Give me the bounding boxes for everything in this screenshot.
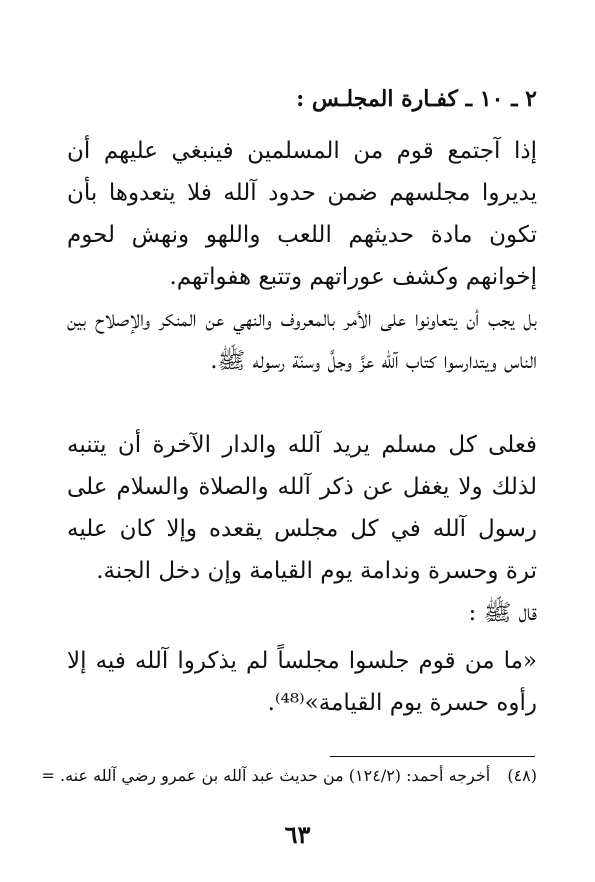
paragraph-1: إذا آجتمع قوم من المسلمين فينبغي عليهم أن يديروا مجلسهم ضمن حدود آلله فلا يتعدوها بأن تكون مادة حديثهم اللعب واللهو ونهش لحوم إخوانهم وكشف عوراتهم وتتبع هفواتهم. [67, 138, 537, 290]
footnote-divider [330, 756, 535, 757]
paragraph-3: فعلى كل مسلم يريد آلله والدار الآخرة أن يتنبه لذلك ولا يغفل عن ذكر آلله والصلاة والسلام على رسول آلله في كل مجلس يقعده وإلا كان عليه ترة وحسرة وندامة يوم القيامة وإن دخل الجنة. [67, 432, 537, 584]
paragraph-2: بل يجب أن يتعاونوا على الأمر بالمعروف والنهي عن المنكر والإصلاح بين الناس ويتدارسوا كتاب آلله عزَّ وجلَّ وسنّة رسوله ﷺ. [67, 306, 537, 374]
section-heading: ٢ ـ ١٠ ـ كفـارة المجلـس : [296, 86, 537, 112]
footnote [41, 766, 537, 785]
hadith-quote: «ما من قوم جلسوا مجلساً لم يذكروا آلله فيه إلا رأوه حسرة يوم القيامة»⁽⁴⁸⁾. [67, 648, 537, 716]
footnote-marker: (٤٨) [507, 766, 537, 785]
paragraph-4: قال ﷺ : [468, 600, 537, 626]
page-number: ٦٣ [284, 820, 311, 849]
footnote-text: أخرجه أحمد: (١٢٤/٢) من حديث عبد آلله بن عمرو رضي آلله عنه. = [41, 766, 491, 785]
